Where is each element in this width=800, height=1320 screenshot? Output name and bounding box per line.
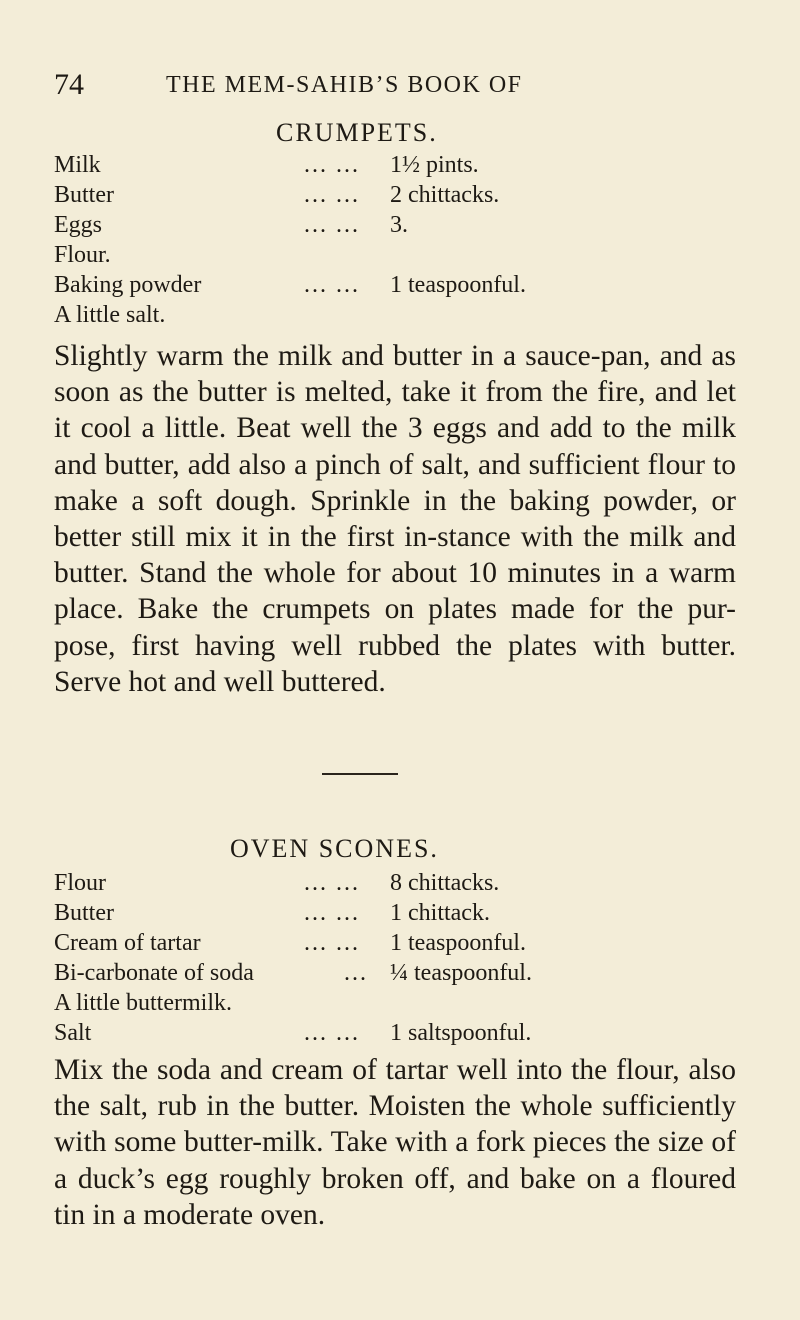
ingredient-row [54,988,734,1018]
ingredient-name: Salt [54,1020,92,1046]
ingredient-quantity: 8 chittacks. [390,870,500,896]
running-title: THE MEM-SAHIB’S BOOK OF [166,72,523,98]
ingredient-quantity: 2 chittacks. [390,182,500,208]
recipe-title-oven-scones: OVEN SCONES. [230,834,439,863]
leader-dots: ... ... [304,870,360,896]
ingredient-row [54,958,734,988]
ingredient-row [54,1018,734,1048]
ingredient-name: A little buttermilk. [54,990,232,1016]
ingredient-name: Butter [54,900,114,926]
ingredient-list-crumpets [54,150,734,330]
ingredient-row [54,868,734,898]
ingredient-name: Bi-carbonate of soda [54,960,254,986]
ingredient-quantity: 1 teaspoonful. [390,930,526,956]
ingredient-name: Baking powder [54,272,202,298]
ingredient-row [54,300,734,330]
ingredient-name: Flour [54,870,107,896]
page-number: 74 [54,68,84,101]
ingredient-row [54,928,734,958]
method-paragraph-oven-scones: Mix the soda and cream of tartar well into the flour, also the salt, rub in the butter. Moisten the whole sufficiently with some butter-milk. Take with a fork pieces the size of a duck’s egg roughly broken off, and bake on a floured tin in a moderate oven. [54,1054,736,1231]
leader-dots: ... ... [304,152,360,178]
ingredient-row [54,210,734,240]
section-divider [322,773,398,775]
leader-dots: ... ... [304,182,360,208]
ingredient-name: Cream of tartar [54,930,201,956]
ingredient-row [54,150,734,180]
ingredient-name: Milk [54,152,101,178]
recipe-title-crumpets: CRUMPETS. [276,118,438,147]
ingredient-name: Flour. [54,242,111,268]
ingredient-quantity: 1 chittack. [390,900,490,926]
ingredient-quantity: ¼ teaspoonful. [390,960,532,986]
ingredient-quantity: 1 saltspoonful. [390,1020,532,1046]
leader-dots: ... ... [304,900,360,926]
ingredient-row [54,180,734,210]
running-head [54,68,734,108]
leader-dots: ... ... [304,930,360,956]
leader-dots: ... ... [304,272,360,298]
ingredient-name: Eggs [54,212,102,238]
ingredient-quantity: 1 teaspoonful. [390,272,526,298]
ingredient-list-oven-scones [54,868,734,1048]
ingredient-name: A little salt. [54,302,166,328]
ingredient-quantity: 3. [390,212,408,238]
ingredient-row [54,898,734,928]
method-paragraph-crumpets: Slightly warm the milk and butter in a sauce-pan, and as soon as the butter is melted, take it from the fire, and let it cool a little. Beat well the 3 eggs and add to the milk and butter, add also a pinch of salt, and sufficient flour to make a soft dough. Sprinkle in the baking powder, or better still mix it in the first in-stance with the milk and butter. Stand the whole for about 10 minutes in a warm place. Bake the crumpets on plates made for the pur-pose, first having well rubbed the plates with butter. Serve hot and well buttered. [54,340,736,698]
leader-dots: ... ... [304,212,360,238]
ingredient-quantity: 1½ pints. [390,152,479,178]
leader-dots: ... ... [304,1020,360,1046]
leader-dots: ... [344,960,368,986]
ingredient-row [54,270,734,300]
ingredient-name: Butter [54,182,114,208]
ingredient-row [54,240,734,270]
